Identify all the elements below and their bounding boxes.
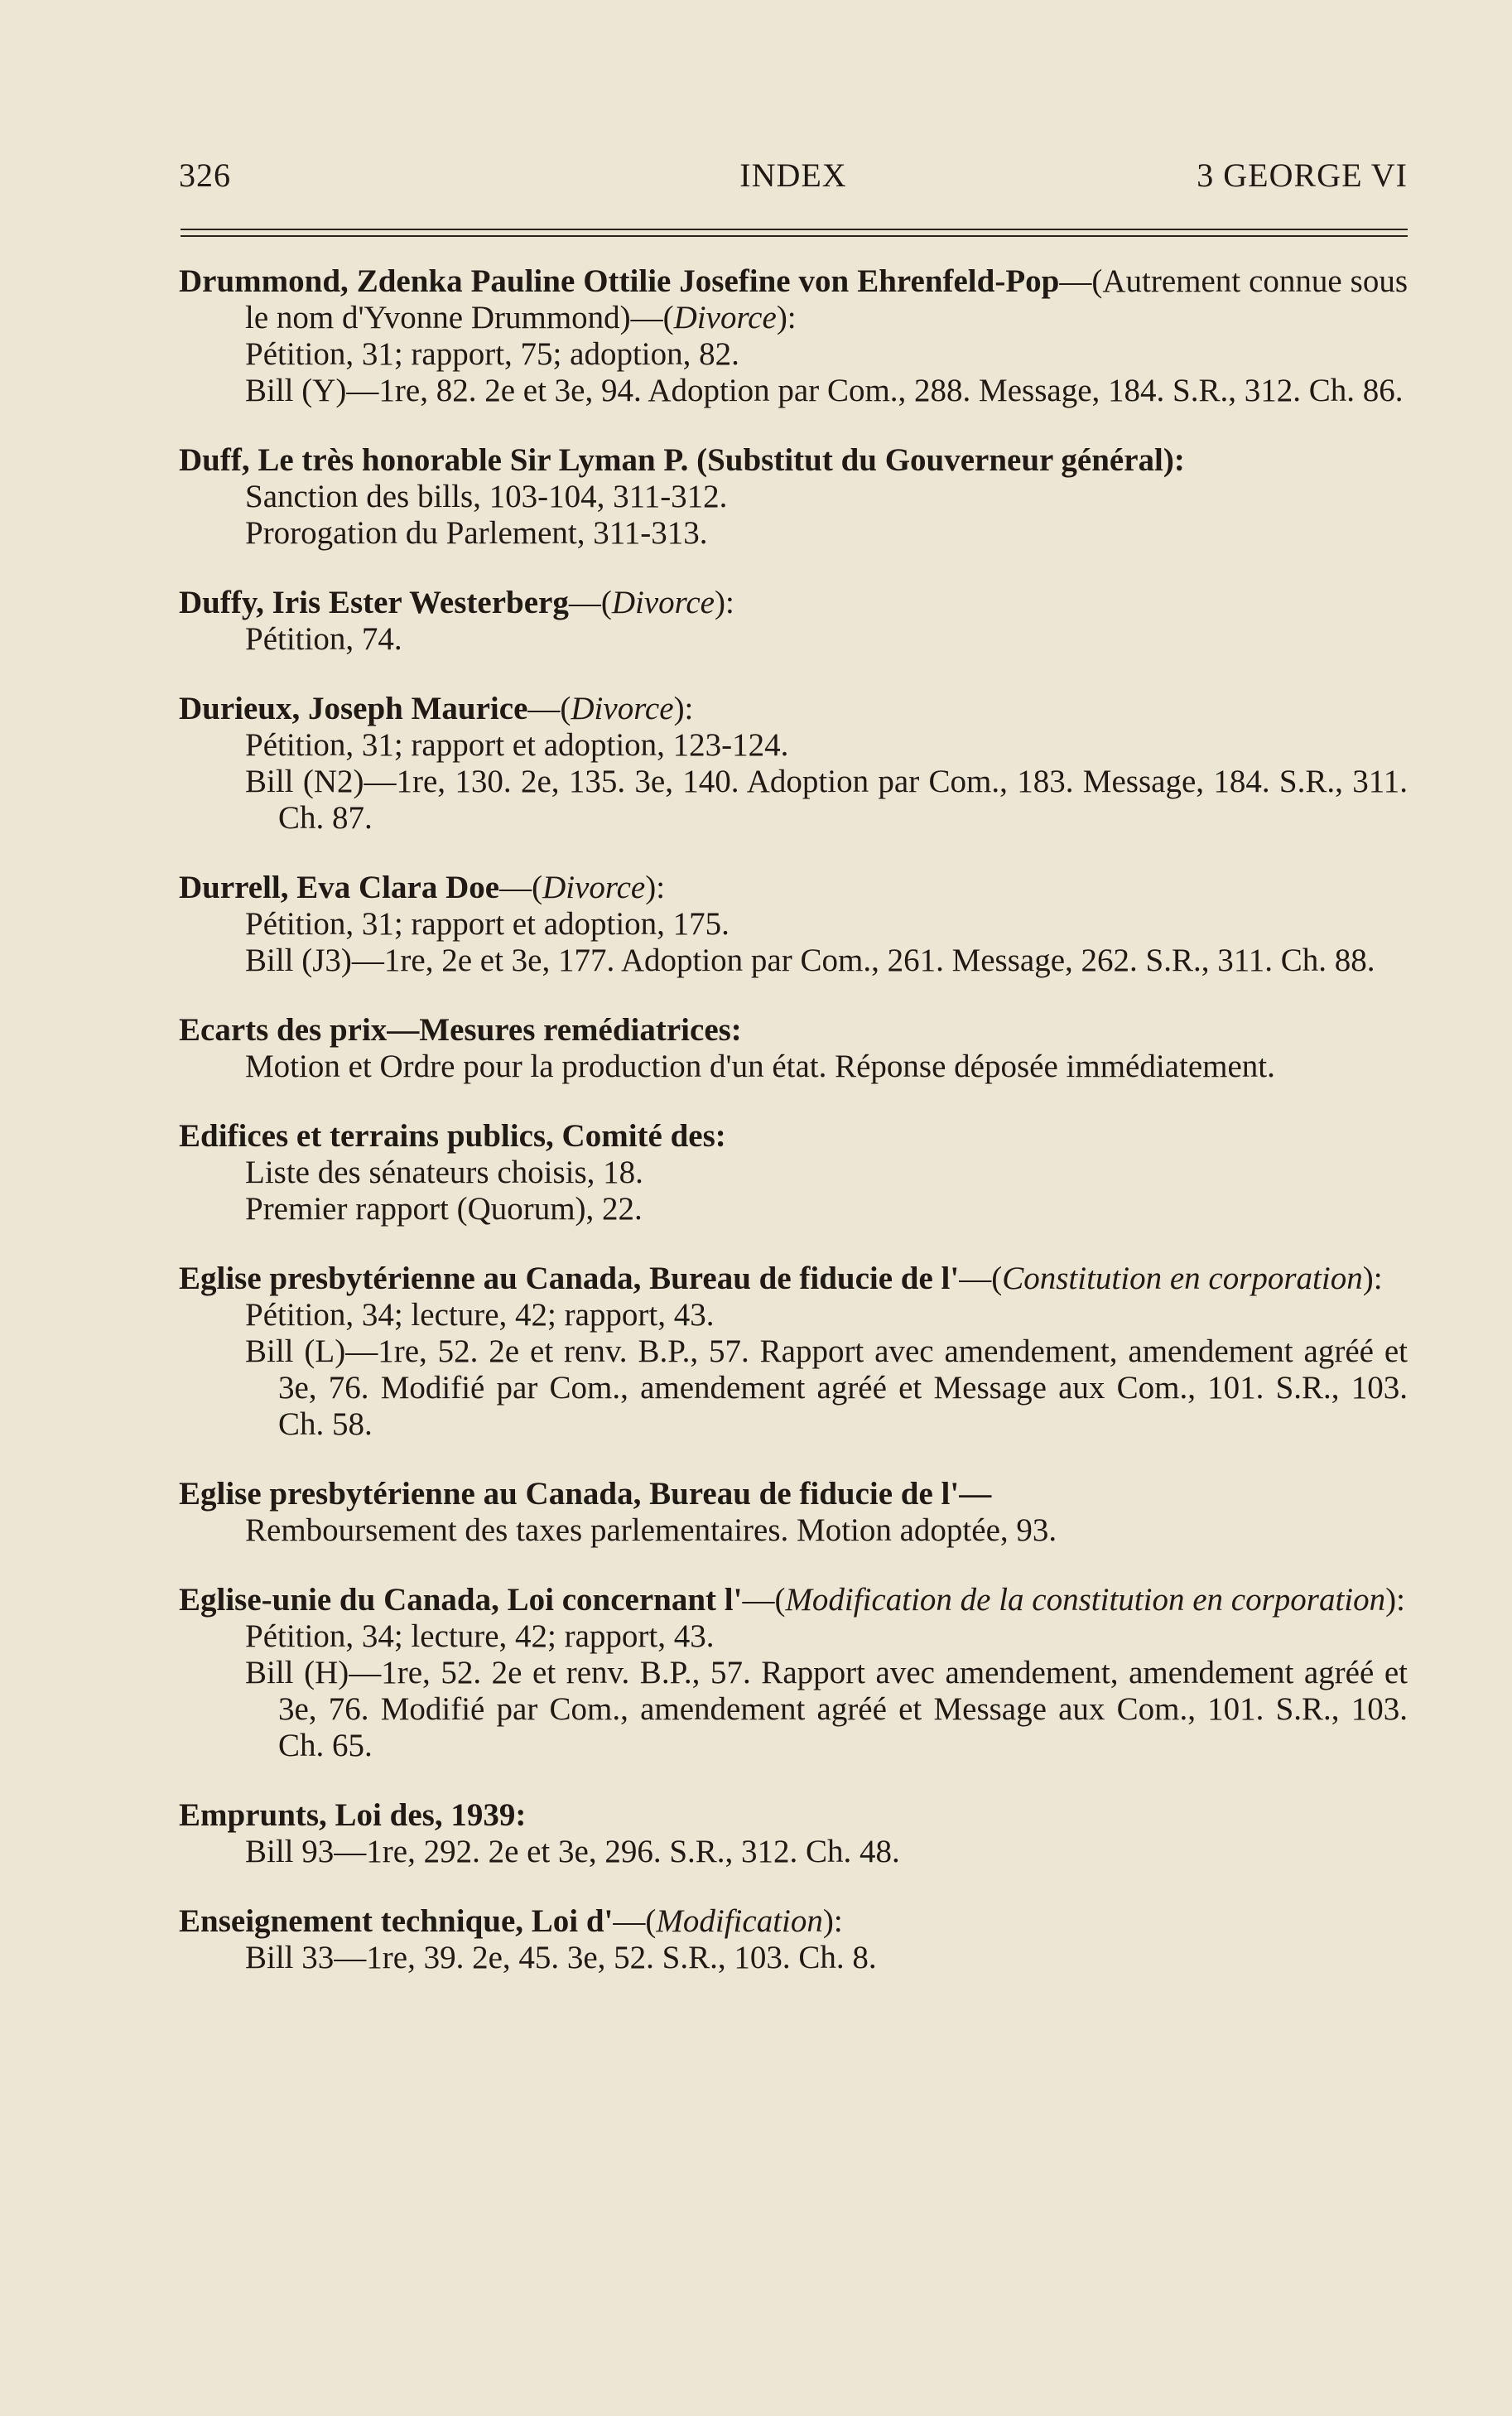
entry-subline: Bill (J3)—1re, 2e et 3e, 177. Adoption par Com., 261. Message, 262. S.R., 311. Ch. 88. xyxy=(245,943,1375,978)
index-entry xyxy=(179,1476,1408,1549)
entry-heading-bold: Eglise-unie du Canada, Loi concernant l' xyxy=(179,1582,743,1618)
entry-heading xyxy=(179,1582,1408,1618)
index-entry xyxy=(179,585,1408,658)
index-entry xyxy=(179,1582,1408,1764)
index-entry xyxy=(179,1797,1408,1870)
entry-heading-bold: Ecarts des prix—Mesures remédiatrices: xyxy=(179,1012,742,1048)
entry-heading xyxy=(179,870,1408,906)
index-entry xyxy=(179,263,1408,409)
entry-heading xyxy=(179,691,1408,727)
entry-heading xyxy=(179,442,1408,479)
entry-subline: Remboursement des taxes parlementaires. Motion adoptée, 93. xyxy=(245,1512,1057,1548)
entry-heading-italic: Modification de la constitution en corporation xyxy=(785,1582,1386,1618)
entry-subline: Motion et Ordre pour la production d'un état. Réponse déposée immédiatement. xyxy=(245,1049,1275,1084)
entry-heading-tail: —( xyxy=(959,1261,1003,1296)
entry-heading-end: ): xyxy=(715,585,734,620)
entry-heading-bold: Enseignement technique, Loi d' xyxy=(179,1903,614,1939)
entry-heading xyxy=(179,1903,1408,1940)
entry-heading-italic: Divorce xyxy=(611,585,715,620)
page-title: INDEX xyxy=(739,157,847,194)
entry-heading xyxy=(179,263,1408,336)
entry-subline: Bill (H)—1re, 52. 2e et renv. B.P., 57. Rapport avec amendement, amendement agréé et 3e, 76. Modifié par Com., amendement agréé et Message aux Com., 101. S.R., 103. Ch. 65. xyxy=(245,1655,1408,1763)
entry-heading xyxy=(179,1118,1408,1155)
entry-subline: Pétition, 74. xyxy=(245,621,402,657)
entry-subline: Bill (N2)—1re, 130. 2e, 135. 3e, 140. Adoption par Com., 183. Message, 184. S.R., 311. Ch. 87. xyxy=(245,764,1408,836)
entry-heading-end: ): xyxy=(776,300,797,335)
index-entry xyxy=(179,1118,1408,1227)
entry-heading-end: ): xyxy=(673,691,694,726)
entry-heading-end: ): xyxy=(1385,1582,1405,1618)
index-entry xyxy=(179,442,1408,552)
header-rule-bottom xyxy=(181,235,1408,237)
entry-heading-bold: Duff, Le très honorable Sir Lyman P. (Substitut du Gouverneur général): xyxy=(179,442,1185,478)
entry-subline: Bill (L)—1re, 52. 2e et renv. B.P., 57. Rapport avec amendement, amendement agréé et 3e, 76. Modifié par Com., amendement agréé et Message aux Com., 101. S.R., 103. Ch. 58. xyxy=(245,1333,1408,1442)
index-entries xyxy=(179,263,1408,2009)
entry-heading xyxy=(179,1797,1408,1834)
index-entry xyxy=(179,1261,1408,1443)
header-rule-top xyxy=(181,229,1408,230)
index-entry xyxy=(179,870,1408,979)
entry-subline: Bill (Y)—1re, 82. 2e et 3e, 94. Adoption par Com., 288. Message, 184. S.R., 312. Ch. 86. xyxy=(245,373,1404,408)
running-header xyxy=(179,156,1408,205)
entry-heading-tail: —( xyxy=(499,870,543,905)
entry-subline: Premier rapport (Quorum), 22. xyxy=(245,1191,643,1227)
entry-heading-tail: —( xyxy=(568,585,612,620)
entry-subline: Liste des sénateurs choisis, 18. xyxy=(245,1155,643,1190)
entry-subline: Prorogation du Parlement, 311-313. xyxy=(245,515,708,551)
index-entry xyxy=(179,691,1408,837)
entry-subline: Pétition, 31; rapport et adoption, 175. xyxy=(245,906,730,942)
entry-heading xyxy=(179,1476,1408,1512)
entry-heading-end: ): xyxy=(1362,1261,1383,1296)
entry-heading-bold: Eglise presbytérienne au Canada, Bureau de fiducie de l'— xyxy=(179,1476,992,1512)
entry-heading-tail: —( xyxy=(613,1903,657,1939)
entry-subline: Bill 93—1re, 292. 2e et 3e, 296. S.R., 312. Ch. 48. xyxy=(245,1834,900,1869)
entry-heading-italic: Divorce xyxy=(571,691,674,726)
entry-heading-italic: Constitution en corporation xyxy=(1002,1261,1363,1296)
entry-heading-bold: Durrell, Eva Clara Doe xyxy=(179,870,500,905)
entry-heading-tail: —(Autrement connue sous le nom d'Yvonne Drummond)—( xyxy=(245,263,1408,335)
entry-subline: Pétition, 34; lecture, 42; rapport, 43. xyxy=(245,1297,715,1333)
entry-heading xyxy=(179,585,1408,621)
index-entry xyxy=(179,1012,1408,1085)
entry-heading xyxy=(179,1261,1408,1297)
entry-heading-end: ): xyxy=(645,870,666,905)
entry-heading-tail: —( xyxy=(527,691,571,726)
entry-heading-italic: Divorce xyxy=(542,870,646,905)
entry-heading-italic: Modification xyxy=(656,1903,823,1939)
entry-heading-bold: Drummond, Zdenka Pauline Ottilie Josefine von Ehrenfeld-Pop xyxy=(179,263,1060,299)
entry-heading-bold: Duffy, Iris Ester Westerberg xyxy=(179,585,569,620)
entry-heading-tail: —( xyxy=(742,1582,786,1618)
entry-subline: Bill 33—1re, 39. 2e, 45. 3e, 52. S.R., 103. Ch. 8. xyxy=(245,1940,877,1975)
entry-subline: Pétition, 31; rapport, 75; adoption, 82. xyxy=(245,336,739,372)
entry-subline: Pétition, 31; rapport et adoption, 123-124. xyxy=(245,727,789,763)
entry-heading-bold: Emprunts, Loi des, 1939: xyxy=(179,1797,527,1833)
entry-heading-end: ): xyxy=(822,1903,843,1939)
entry-subline: Sanction des bills, 103-104, 311-312. xyxy=(245,479,728,514)
entry-heading-bold: Edifices et terrains publics, Comité des: xyxy=(179,1118,726,1154)
entry-heading-bold: Durieux, Joseph Maurice xyxy=(179,691,528,726)
entry-subline: Pétition, 34; lecture, 42; rapport, 43. xyxy=(245,1618,715,1654)
entry-heading xyxy=(179,1012,1408,1049)
entry-heading-italic: Divorce xyxy=(673,300,777,335)
reign-label: 3 GEORGE VI xyxy=(1197,157,1408,194)
entry-heading-bold: Eglise presbytérienne au Canada, Bureau de fiducie de l' xyxy=(179,1261,960,1296)
page-number: 326 xyxy=(179,157,231,194)
index-entry xyxy=(179,1903,1408,1976)
